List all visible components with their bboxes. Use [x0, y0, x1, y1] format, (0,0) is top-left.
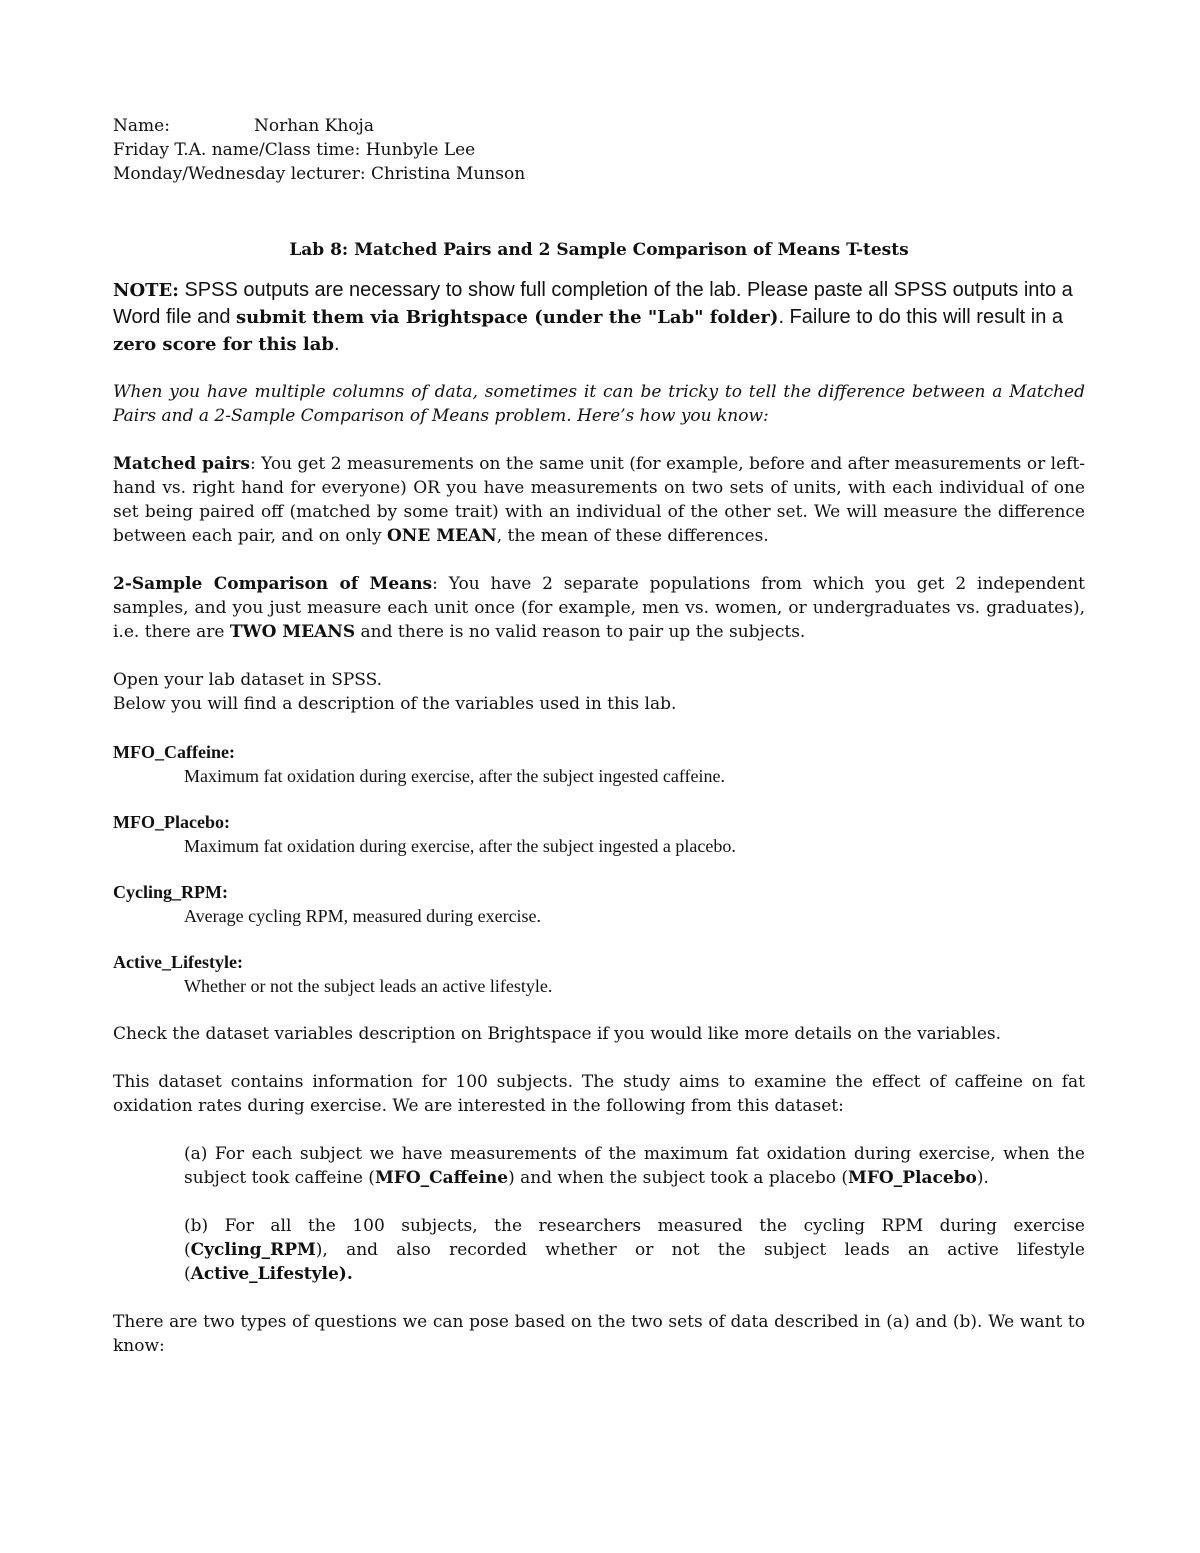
- dataset-paragraph: This dataset contains information for 100 subjects. The study aims to examine the effect of caffeine on fat oxidation rates during exercise. We are interested in the following from this dataset:: [113, 1072, 1085, 1116]
- final-paragraph: There are two types of questions we can pose based on the two sets of data described in (a) and (b). We want to know:: [113, 1312, 1085, 1356]
- note-paragraph: [113, 277, 1085, 358]
- item-b-text-1: (b) For all the 100 subjects, the researchers measured the cycling RPM during exercise (: [184, 1216, 1085, 1260]
- note-bold-2: zero score for this lab: [113, 334, 334, 355]
- intro-italic: When you have multiple columns of data, sometimes it can be tricky to tell the difference between a Matched Pairs and a 2-Sample Comparison of Means problem. Here’s how you know:: [113, 382, 1085, 426]
- item-a-text-3: ).: [976, 1168, 989, 1188]
- note-label: NOTE:: [113, 280, 179, 301]
- variable-name: Active_Lifestyle:: [113, 952, 243, 972]
- name-value: Norhan Khoja: [254, 116, 374, 136]
- item-b-text-2: ), and also recorded whether or not the subject leads an active lifestyle (: [184, 1240, 1085, 1284]
- open-dataset-line: Open your lab dataset in SPSS.: [113, 670, 383, 690]
- item-a-paragraph: [184, 1142, 1085, 1190]
- variable-name: Cycling_RPM:: [113, 882, 228, 902]
- item-b-bold-1: Cycling_RPM: [190, 1240, 316, 1260]
- note-text-3: .: [333, 333, 340, 355]
- variable-description: Average cycling RPM, measured during exercise.: [184, 906, 542, 926]
- name-label: Name:: [113, 116, 170, 136]
- matched-text-1: : You get 2 measurements on the same unit (for example, before and after measurements or left-hand vs. right hand for everyone) OR you have measurements on two sets of units, with each individual of one set being paired off (matched by some trait) with an individual of the other set. We will measure the difference between each pair, and on only: [113, 454, 1085, 546]
- two-sample-label: 2-Sample Comparison of Means: [113, 574, 433, 594]
- header-block: [113, 114, 1085, 186]
- item-a-text-1: (a) For each subject we have measurements of the maximum fat oxidation during exercise, when the subject took caffeine (: [184, 1144, 1085, 1188]
- ta-line: Friday T.A. name/Class time: Hunbyle Lee: [113, 140, 476, 160]
- item-a-bold-2: MFO_Placebo: [848, 1168, 977, 1188]
- variables-intro-line: Below you will find a description of the variables used in this lab.: [113, 694, 677, 714]
- matched-pairs-label: Matched pairs: [113, 454, 250, 474]
- one-mean: ONE MEAN: [386, 526, 497, 546]
- two-sample-paragraph: [113, 572, 1085, 644]
- item-a-bold-1: MFO_Caffeine: [374, 1168, 509, 1188]
- note-bold-1: submit them via Brightspace (under the "Lab" folder): [236, 307, 779, 328]
- variable-list: [113, 740, 1085, 998]
- lecturer-line: Monday/Wednesday lecturer: Christina Munson: [113, 164, 526, 184]
- matched-text-2: , the mean of these differences.: [496, 526, 769, 546]
- document-body: [113, 114, 1085, 1358]
- check-line: Check the dataset variables description on Brightspace if you would like more details on the variables.: [113, 1024, 1002, 1044]
- variable-name: MFO_Caffeine:: [113, 742, 235, 762]
- matched-pairs-paragraph: [113, 452, 1085, 548]
- two-sample-text-1: : You have 2 separate populations from which you get 2 independent samples, and you just measure each unit once (for example, men vs. women, or undergraduates vs. graduates), i.e. there are: [113, 574, 1085, 642]
- two-means: TWO MEANS: [229, 622, 356, 642]
- lab-title: Lab 8: Matched Pairs and 2 Sample Comparison of Means T-tests: [289, 240, 909, 260]
- variable-description: Whether or not the subject leads an active lifestyle.: [184, 976, 553, 996]
- item-b-paragraph: [184, 1214, 1085, 1286]
- variable-description: Maximum fat oxidation during exercise, after the subject ingested caffeine.: [184, 766, 725, 786]
- note-text-1: SPSS outputs are necessary to show full completion of the lab. Please paste all SPSS outputs into a Word file and: [113, 279, 1073, 328]
- item-b-bold-2: Active_Lifestyle).: [190, 1264, 353, 1284]
- two-sample-text-2: and there is no valid reason to pair up the subjects.: [355, 622, 806, 642]
- variable-description: Maximum fat oxidation during exercise, after the subject ingested a placebo.: [184, 836, 736, 856]
- name-line: [113, 114, 1085, 138]
- item-a-text-2: ) and when the subject took a placebo (: [508, 1168, 849, 1188]
- variable-name: MFO_Placebo:: [113, 812, 230, 832]
- note-text-2: . Failure to do this will result in a: [778, 306, 1063, 328]
